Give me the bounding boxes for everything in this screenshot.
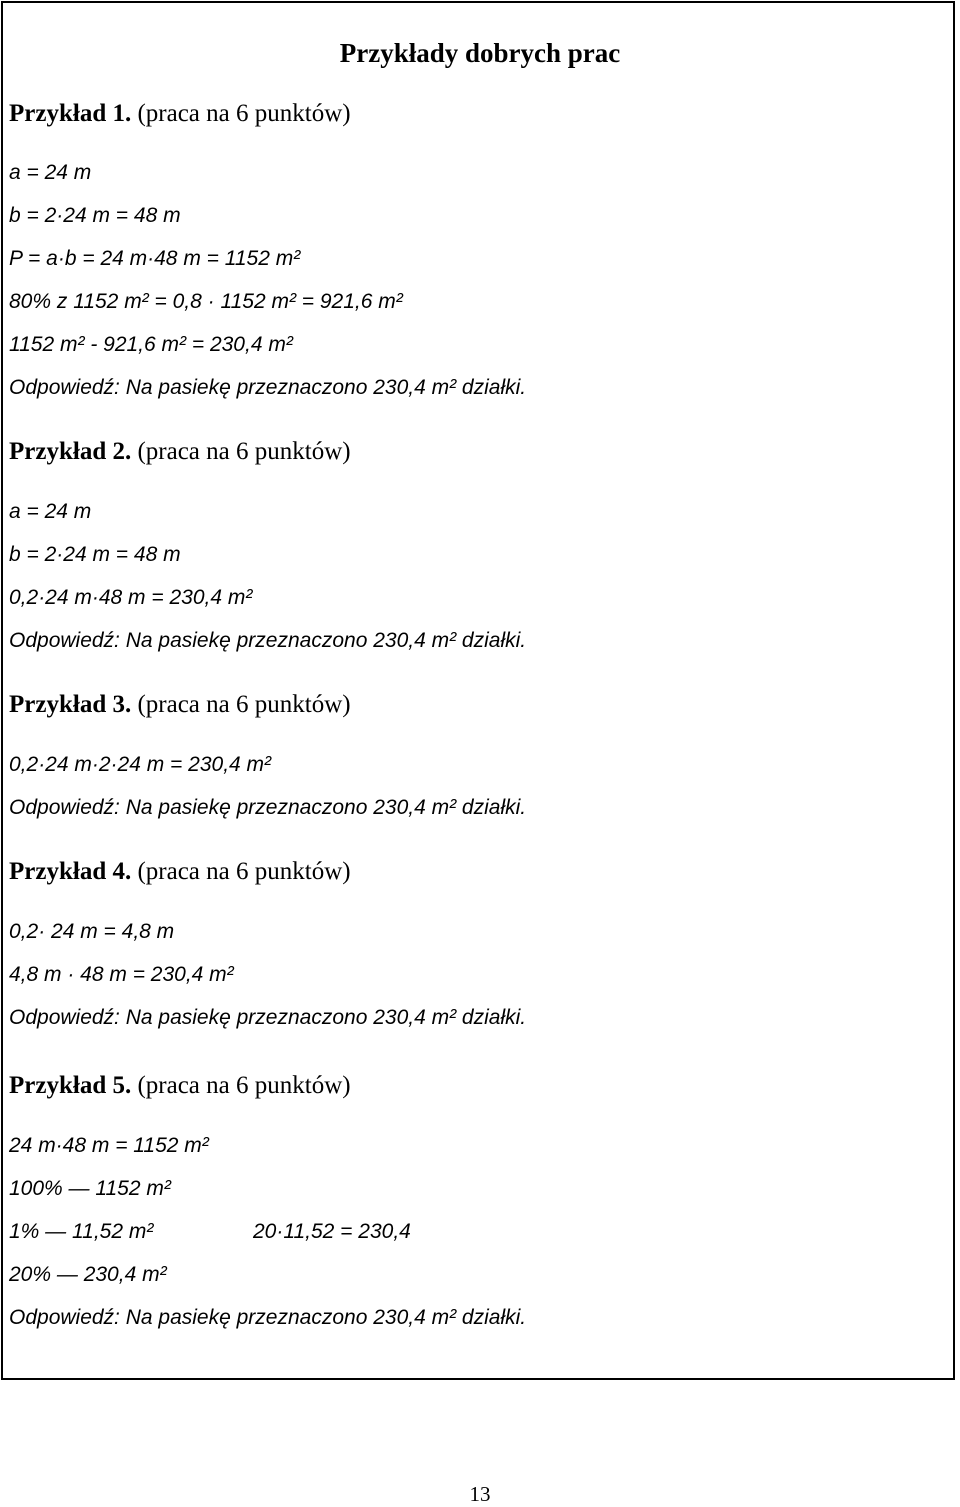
section-5-calc: 20·11,52 = 230,4 <box>253 1220 411 1243</box>
section-1-heading: Przykład 1. (praca na 6 punktów) <box>9 100 351 127</box>
section-4-heading: Przykład 4. (praca na 6 punktów) <box>9 858 351 885</box>
section-5-line-4: 20% — 230,4 m² <box>9 1263 167 1286</box>
section-2-line-1: a = 24 m <box>9 500 92 523</box>
section-1-answer: Odpowiedź: Na pasiekę przeznaczono 230,4 m² działki. <box>9 376 527 399</box>
section-1-line-4: 80% z 1152 m² = 0,8 · 1152 m² = 921,6 m² <box>9 290 403 313</box>
section-3-heading: Przykład 3. (praca na 6 punktów) <box>9 691 351 718</box>
section-5-heading: Przykład 5. (praca na 6 punktów) <box>9 1072 351 1099</box>
section-2-heading: Przykład 2. (praca na 6 punktów) <box>9 438 351 465</box>
page-title: Przykłady dobrych prac <box>339 38 621 68</box>
section-4-answer: Odpowiedź: Na pasiekę przeznaczono 230,4 m² działki. <box>9 1006 527 1029</box>
section-2-line-3: 0,2·24 m·48 m = 230,4 m² <box>9 586 253 609</box>
section-5-answer: Odpowiedź: Na pasiekę przeznaczono 230,4 m² działki. <box>9 1306 527 1329</box>
section-5-line-3: 1% — 11,52 m² <box>9 1220 154 1243</box>
section-1-line-3: P = a·b = 24 m·48 m = 1152 m² <box>9 247 301 270</box>
page-number: 13 <box>469 1482 491 1506</box>
section-1-line-2: b = 2·24 m = 48 m <box>9 204 181 227</box>
section-4-line-2: 4,8 m · 48 m = 230,4 m² <box>9 963 234 986</box>
section-2-line-2: b = 2·24 m = 48 m <box>9 543 181 566</box>
section-5-line-2: 100% — 1152 m² <box>9 1177 171 1200</box>
section-1-line-5: 1152 m² - 921,6 m² = 230,4 m² <box>9 333 293 356</box>
section-3-line-1: 0,2·24 m·2·24 m = 230,4 m² <box>9 753 272 776</box>
section-1-line-1: a = 24 m <box>9 161 92 184</box>
section-5-line-1: 24 m·48 m = 1152 m² <box>9 1134 209 1157</box>
section-4-line-1: 0,2· 24 m = 4,8 m <box>9 920 175 943</box>
section-3-answer: Odpowiedź: Na pasiekę przeznaczono 230,4 m² działki. <box>9 796 527 819</box>
section-2-answer: Odpowiedź: Na pasiekę przeznaczono 230,4 m² działki. <box>9 629 527 652</box>
